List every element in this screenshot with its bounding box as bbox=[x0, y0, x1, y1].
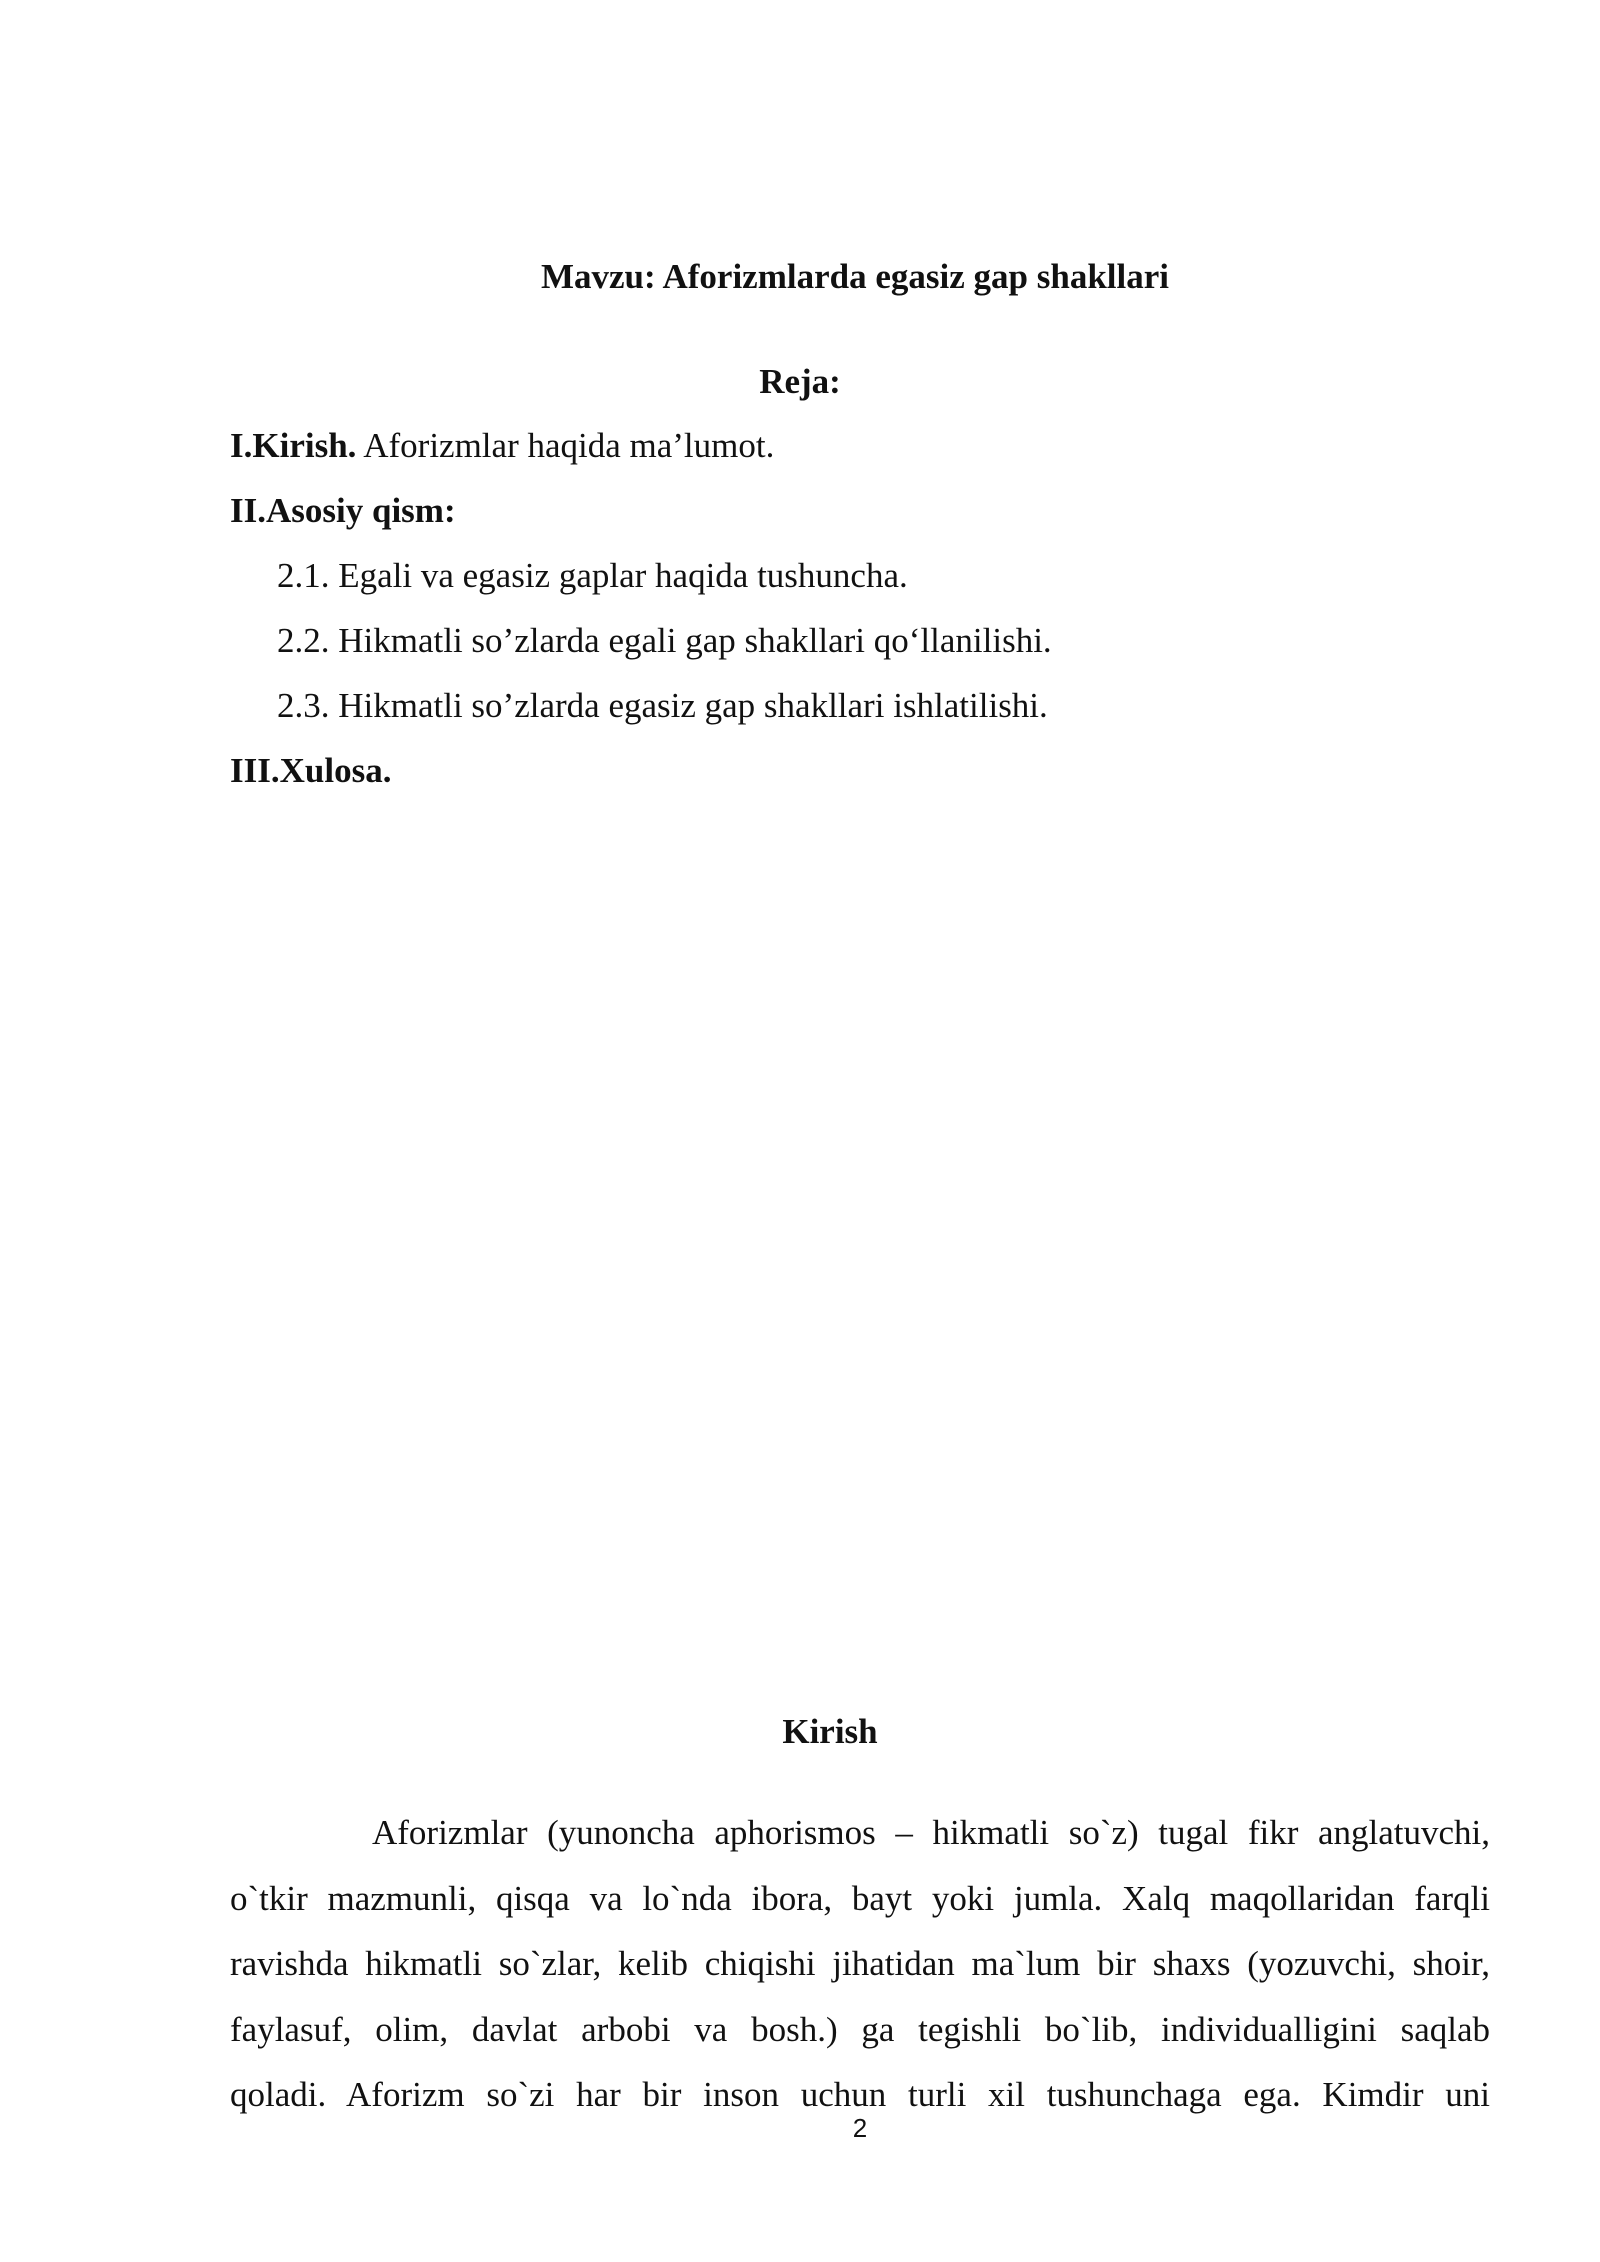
plan-subitem-2-1: 2.1. Egali va egasiz gaplar haqida tushuncha. bbox=[277, 556, 908, 595]
intro-heading: Kirish bbox=[782, 1712, 878, 1751]
plan-subitem-2-2: 2.2. Hikmatli so’zlarda egali gap shakllari qo‘llanilishi. bbox=[277, 621, 1052, 660]
plan-item-label: I.Kirish. bbox=[230, 426, 357, 465]
paragraph-line: o`tkir mazmunli, qisqa va lo`nda ibora, bayt yoki jumla. Xalq maqollaridan farqli bbox=[230, 1878, 1490, 1918]
document-title: Mavzu: Aforizmlarda egasiz gap shakllari bbox=[540, 257, 1169, 296]
intro-paragraph bbox=[230, 1800, 1490, 2128]
page-number: 2 bbox=[852, 2113, 868, 2143]
paragraph-line: qoladi. Aforizm so`zi har bir inson uchun turli xil tushunchaga ega. Kimdir uni bbox=[230, 2075, 1490, 2114]
paragraph-line: Aforizmlar (yunoncha aphorismos – hikmatli so`z) tugal fikr anglatuvchi, bbox=[372, 1813, 1490, 1852]
plan-subitem-2-3: 2.3. Hikmatli so’zlarda egasiz gap shakllari ishlatilishi. bbox=[277, 686, 1048, 725]
paragraph-line: ravishda hikmatli so`zlar, kelib chiqishi jihatidan ma`lum bir shaxs (yozuvchi, shoir, bbox=[230, 1944, 1490, 1983]
plan-item-introduction bbox=[230, 424, 774, 468]
plan-item-conclusion: III.Xulosa. bbox=[230, 751, 392, 790]
plan-heading: Reja: bbox=[759, 362, 841, 401]
paragraph-line: faylasuf, olim, davlat arbobi va bosh.) ga tegishli bo`lib, individualligini saqlab bbox=[230, 2009, 1490, 2049]
plan-item-main-part: II.Asosiy qism: bbox=[230, 491, 456, 530]
plan-item-text: Aforizmlar haqida ma’lumot. bbox=[356, 426, 775, 465]
